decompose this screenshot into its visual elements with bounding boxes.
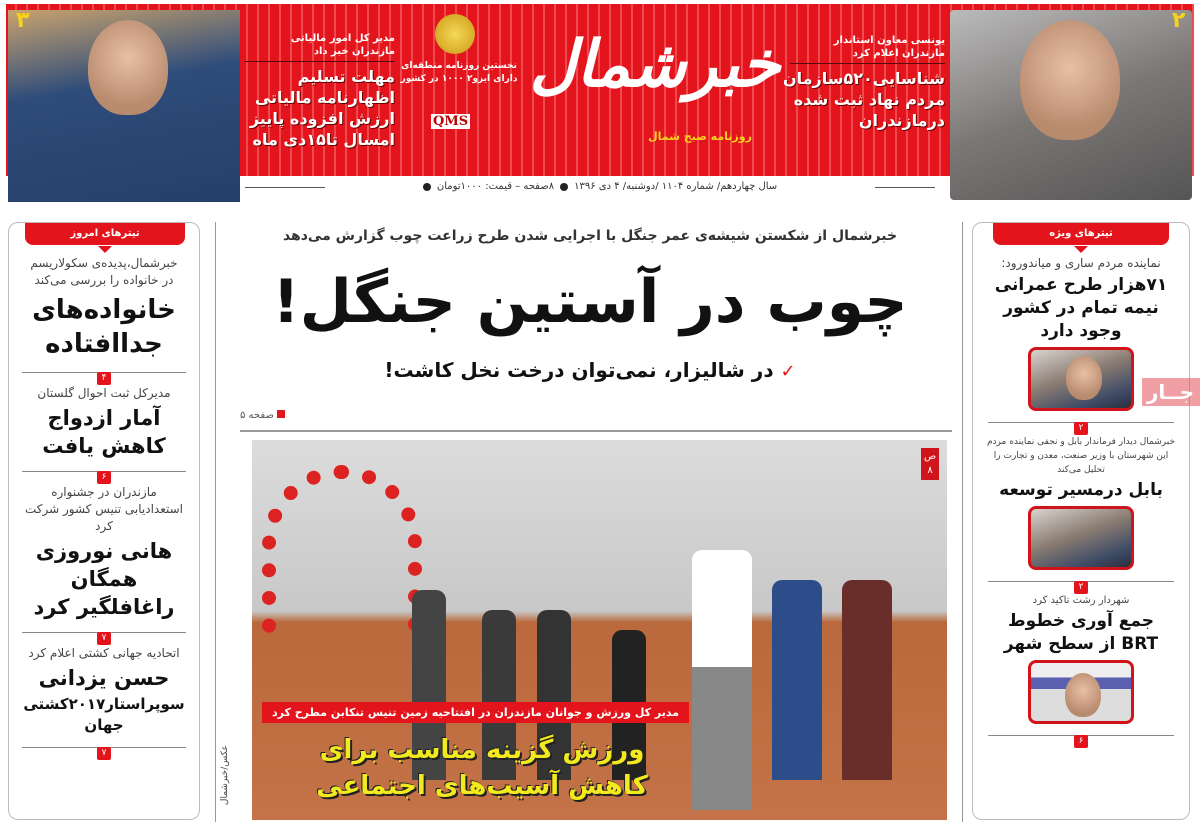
checkmark-icon: ✓ — [780, 361, 796, 382]
dateline-issue: سال چهاردهم/ شماره ۱۱۰۴ /دوشنبه/ ۴ دی ۱۳۹۶ — [574, 181, 778, 192]
banner-left-page: ۳ — [16, 8, 30, 33]
photo-credit: عکس/خبرشمال — [220, 744, 230, 806]
list-item[interactable] — [9, 484, 199, 621]
logo-wordmark: خبرشمال — [529, 27, 781, 102]
page-badge[interactable]: ۶ — [1074, 735, 1088, 748]
separator — [988, 415, 1174, 433]
banner-left-kicker: مدیر کل امور مالیاتی مازندران خبر داد — [245, 32, 395, 62]
main-subhead[interactable] — [230, 356, 950, 386]
item-headline: خانواده‌های جداافتاده — [32, 295, 176, 359]
separator — [988, 574, 1174, 592]
page-badge[interactable]: ۷ — [97, 747, 111, 760]
square-bullet-icon — [277, 410, 285, 418]
main-rule — [240, 430, 952, 432]
banner-left-photo — [8, 10, 240, 202]
banner-right-photo — [950, 10, 1192, 200]
list-item[interactable] — [9, 385, 199, 460]
dateline-rule-right — [875, 187, 935, 188]
main-headline[interactable]: چوب در آستین جنگل! — [272, 267, 908, 337]
right-sidebar — [972, 222, 1190, 820]
page-badge[interactable]: ۲ — [1074, 422, 1088, 435]
main-page-ref[interactable] — [240, 410, 285, 421]
logo-tagline: روزنامه صبح شمال — [648, 130, 752, 143]
item-headline: حسن یزدانی — [38, 666, 170, 690]
dateline-price: ۸صفحه – قیمت: ۱۰۰۰تومان — [436, 181, 555, 192]
item-headline: هانی نوروزی همگان راغافلگیر کرد — [33, 539, 175, 619]
item-headline: بابل درمسیر توسعه — [999, 480, 1163, 500]
list-item[interactable] — [973, 594, 1189, 724]
banner-right-kicker: یونسی معاون استاندار مازندران اعلام کرد — [790, 34, 945, 64]
page-badge[interactable]: ۴ — [97, 372, 111, 385]
dateline-rule-left — [245, 187, 325, 188]
separator — [22, 464, 185, 482]
bullet-icon — [423, 183, 431, 191]
list-item[interactable] — [9, 645, 199, 736]
thumbnail-photo[interactable] — [1028, 347, 1134, 411]
qms-logo: QMS — [433, 114, 469, 129]
list-item[interactable] — [973, 435, 1189, 570]
watermark-logo: جــار — [1142, 378, 1200, 406]
item-kicker: شهردار رشت تاکید کرد — [1032, 595, 1130, 606]
iso-note: نخستین روزنامه منطقه‌ای دارای ایزو۲ ۱۰۰۰ در کشور — [400, 61, 518, 84]
photo-caption-headline[interactable]: ورزش گزینه مناسب برای کاهش آسیب‌های اجتماعی — [316, 735, 648, 801]
bullet-icon — [560, 183, 568, 191]
tennis-player — [692, 550, 752, 810]
main-kicker: خبرشمال از شکستن شیشه‌ی عمر جنگل با اجرایی شدن طرح زراعت چوب گزارش می‌دهد — [282, 228, 898, 244]
item-kicker: اتحادیه جهانی کشتی اعلام کرد — [28, 646, 180, 660]
item-kicker: خبرشمال دیدار فرماندار بابل و نجفی نماینده مردم این شهرستان با وزیر صنعت، معدن و تجارت را تحلیل می‌کند — [986, 437, 1176, 475]
balloon-arch — [262, 465, 422, 635]
item-headline: جمع آوری خطوط BRT از سطح شهر — [1003, 611, 1159, 654]
item-headline: آمار ازدواج کاهش یافت — [42, 406, 166, 458]
item-kicker: خبرشمال،پدیده‌ی سکولاریسم در خانواده را بررسی می‌کند — [30, 256, 178, 287]
page-badge[interactable]: ۶ — [97, 471, 111, 484]
item-kicker: مدیرکل ثبت احوال گلستان — [37, 386, 171, 400]
thumbnail-photo[interactable] — [1028, 506, 1134, 570]
item-headline-2: سوپراستار۲۰۱۷کشتی جهان — [23, 695, 185, 734]
item-headline: ۷۱هزار طرح عمرانی نیمه تمام در کشور وجود دارد — [994, 275, 1168, 341]
banner-left-headline[interactable]: مهلت تسلیم اظهارنامه مالیاتی ارزش افزوده پاییز امسال تا۱۵دی ماه — [249, 67, 395, 149]
quality-seal-icon — [435, 14, 475, 54]
page-tag-number: ۸ — [927, 465, 933, 476]
right-sidebar-tab: تیترهای ویژه — [993, 223, 1169, 245]
page-tag-label: ص — [923, 451, 937, 462]
left-sidebar-tab: تیترهای امروز — [25, 223, 185, 245]
subhead-text: در شالیزار، نمی‌توان درخت نخل کاشت! — [384, 358, 774, 382]
separator — [22, 365, 185, 383]
photo-page-tag[interactable] — [921, 448, 939, 480]
list-item[interactable] — [9, 255, 199, 361]
person — [842, 580, 892, 780]
page-badge[interactable]: ۲ — [1074, 581, 1088, 594]
page-ref-text: صفحه ۵ — [240, 410, 274, 421]
banner-right-page: ۲ — [1172, 8, 1186, 33]
column-divider — [962, 222, 963, 822]
separator — [22, 625, 185, 643]
column-divider — [215, 222, 216, 822]
banner-right-headline[interactable]: شناسایی۵۲۰سازمان مردم نهاد ثبت شده درمازندران — [782, 69, 945, 130]
separator — [22, 740, 185, 758]
photo-caption-kicker: مدیر کل ورزش و جوانان مازندران در افتتاحیه زمین تنیس تنکابن مطرح کرد — [262, 702, 689, 723]
masthead-logo[interactable] — [395, 2, 790, 172]
page-badge[interactable]: ۷ — [97, 632, 111, 645]
thumbnail-photo[interactable] — [1028, 660, 1134, 724]
dateline — [330, 181, 870, 192]
item-kicker: نماینده مردم ساری و میاندورود: — [1001, 256, 1161, 270]
separator — [988, 728, 1174, 746]
main-photo[interactable] — [252, 440, 947, 820]
left-sidebar — [8, 222, 200, 820]
person — [772, 580, 822, 780]
item-kicker: مازندران در جشنواره استعدادیابی تنیس کشور شرکت کرد — [24, 485, 184, 533]
